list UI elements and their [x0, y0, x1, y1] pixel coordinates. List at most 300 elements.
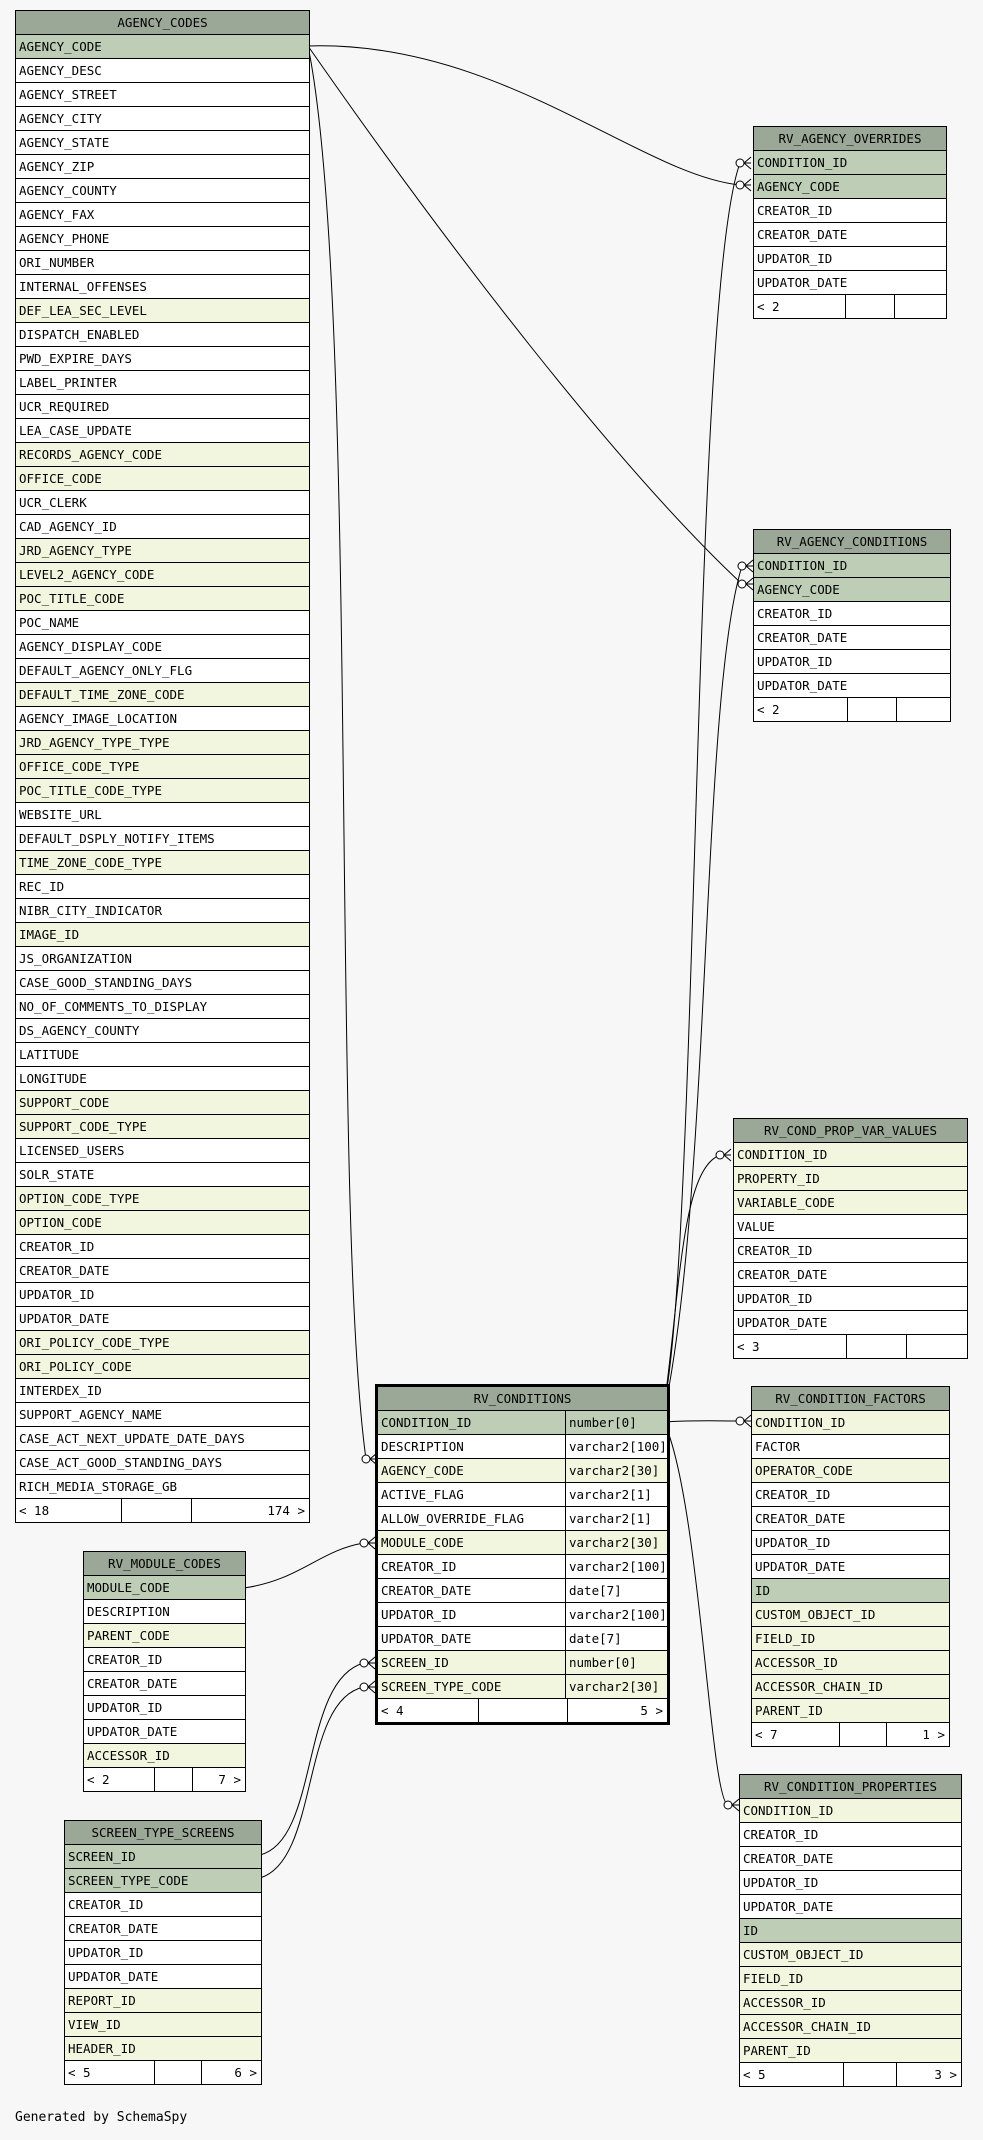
- column-row[interactable]: [65, 1989, 261, 2013]
- column-name: HEADER_ID: [68, 2041, 136, 2056]
- column-name: WEBSITE_URL: [19, 807, 102, 822]
- column-name: INTERDEX_ID: [19, 1383, 102, 1398]
- column-row[interactable]: [752, 1483, 949, 1507]
- column-type: varchar2[1]: [565, 1507, 667, 1530]
- column-row[interactable]: [16, 755, 309, 779]
- column-row[interactable]: [740, 1943, 961, 1967]
- footer-child-count[interactable]: 6 >: [234, 2065, 257, 2080]
- column-name: MODULE_CODE: [381, 1535, 464, 1550]
- column-row[interactable]: [65, 1941, 261, 1965]
- table-title[interactable]: RV_AGENCY_CONDITIONS: [754, 530, 950, 554]
- column-name: ACTIVE_FLAG: [381, 1487, 464, 1502]
- edge-conditions-screen-type: [260, 1687, 364, 1878]
- column-row[interactable]: [16, 395, 309, 419]
- column-row[interactable]: [16, 899, 309, 923]
- column-name: DS_AGENCY_COUNTY: [19, 1023, 140, 1038]
- column-row[interactable]: [16, 923, 309, 947]
- column-name: RECORDS_AGENCY_CODE: [19, 447, 162, 462]
- column-row[interactable]: [734, 1167, 967, 1191]
- column-name: RICH_MEDIA_STORAGE_GB: [19, 1479, 178, 1494]
- column-name: OPERATOR_CODE: [755, 1463, 853, 1478]
- column-row[interactable]: [16, 1019, 309, 1043]
- column-row[interactable]: [16, 635, 309, 659]
- table-title[interactable]: RV_MODULE_CODES: [84, 1552, 245, 1576]
- table-rv-cond-prop-var-values[interactable]: [733, 1118, 968, 1359]
- column-name: CREATOR_DATE: [743, 1851, 834, 1866]
- column-row[interactable]: [378, 1435, 667, 1459]
- column-row[interactable]: [16, 563, 309, 587]
- footer-parent-count[interactable]: < 7: [752, 1723, 840, 1746]
- table-title[interactable]: RV_CONDITION_FACTORS: [752, 1387, 949, 1411]
- column-name: UPDATOR_DATE: [757, 275, 848, 290]
- column-name: ID: [743, 1923, 759, 1938]
- column-name: SCREEN_TYPE_CODE: [68, 1873, 189, 1888]
- footer-spacer[interactable]: [844, 2063, 897, 2086]
- column-name: CONDITION_ID: [737, 1147, 828, 1162]
- table-footer: [740, 2063, 961, 2086]
- footer-spacer[interactable]: [848, 698, 897, 721]
- column-row[interactable]: [378, 1531, 667, 1555]
- column-row[interactable]: [740, 1991, 961, 2015]
- column-name: DEFAULT_TIME_ZONE_CODE: [19, 687, 185, 702]
- column-name: UPDATOR_DATE: [87, 1724, 178, 1739]
- column-row[interactable]: [16, 971, 309, 995]
- edge-condition-properties: [664, 1422, 728, 1805]
- column-name: CREATOR_ID: [381, 1559, 457, 1574]
- column-name: VARIABLE_CODE: [737, 1195, 835, 1210]
- column-name: VALUE: [737, 1219, 775, 1234]
- column-row[interactable]: [752, 1411, 949, 1435]
- crowfoot-icon: [746, 578, 753, 590]
- table-footer: [16, 1499, 309, 1522]
- column-row[interactable]: [16, 1235, 309, 1259]
- column-row[interactable]: [16, 179, 309, 203]
- column-name: CONDITION_ID: [381, 1415, 472, 1430]
- column-row[interactable]: [16, 443, 309, 467]
- footer-spacer[interactable]: [122, 1499, 192, 1522]
- footer-parent-count[interactable]: < 5: [740, 2063, 844, 2086]
- column-row[interactable]: [16, 299, 309, 323]
- column-row[interactable]: [16, 203, 309, 227]
- column-row[interactable]: [16, 251, 309, 275]
- footer-child-count[interactable]: 7 >: [218, 1772, 241, 1787]
- table-footer: [754, 698, 950, 721]
- column-name: AGENCY_CITY: [19, 111, 102, 126]
- column-name: AGENCY_STATE: [19, 135, 110, 150]
- column-name: AGENCY_IMAGE_LOCATION: [19, 711, 178, 726]
- table-footer: [378, 1699, 667, 1722]
- column-row[interactable]: [16, 731, 309, 755]
- column-row[interactable]: [740, 2039, 961, 2063]
- edge-conditions-agency: [308, 46, 366, 1459]
- column-name: CREATOR_ID: [743, 1827, 819, 1842]
- footer-spacer[interactable]: [155, 2061, 202, 2084]
- column-name: CASE_ACT_GOOD_STANDING_DAYS: [19, 1455, 223, 1470]
- footer-child-count[interactable]: 1 >: [922, 1727, 945, 1742]
- optional-marker-icon: [736, 1417, 744, 1425]
- column-row[interactable]: [752, 1555, 949, 1579]
- footer-parent-count[interactable]: < 2: [754, 698, 848, 721]
- optional-marker-icon: [724, 1801, 732, 1809]
- column-row[interactable]: [16, 467, 309, 491]
- column-row[interactable]: [84, 1744, 245, 1768]
- column-name: PROPERTY_ID: [737, 1171, 820, 1186]
- optional-marker-icon: [360, 1539, 368, 1547]
- column-name: ACCESSOR_ID: [87, 1748, 170, 1763]
- table-footer: [752, 1723, 949, 1746]
- column-row[interactable]: [16, 851, 309, 875]
- column-row[interactable]: [754, 602, 950, 626]
- column-row[interactable]: [16, 491, 309, 515]
- column-row[interactable]: [378, 1555, 667, 1579]
- column-row[interactable]: [740, 2015, 961, 2039]
- footer-child-count[interactable]: [897, 698, 949, 721]
- column-row[interactable]: [16, 707, 309, 731]
- column-row[interactable]: [84, 1696, 245, 1720]
- footer-child-count[interactable]: [907, 1335, 966, 1358]
- column-row[interactable]: [752, 1579, 949, 1603]
- column-row[interactable]: [740, 1799, 961, 1823]
- column-row[interactable]: [378, 1459, 667, 1483]
- column-row[interactable]: [84, 1648, 245, 1672]
- column-row[interactable]: [734, 1191, 967, 1215]
- column-row[interactable]: [752, 1699, 949, 1723]
- table-title[interactable]: RV_COND_PROP_VAR_VALUES: [734, 1119, 967, 1143]
- footer-spacer[interactable]: [479, 1699, 568, 1722]
- table-rv-module-codes[interactable]: [83, 1551, 246, 1792]
- column-row[interactable]: [740, 1871, 961, 1895]
- footer-spacer[interactable]: [155, 1768, 193, 1791]
- table-title[interactable]: RV_CONDITIONS: [378, 1387, 667, 1411]
- column-row[interactable]: [84, 1672, 245, 1696]
- column-type: varchar2[100]: [565, 1435, 667, 1458]
- column-name: AGENCY_CODE: [19, 39, 102, 54]
- column-name: SCREEN_ID: [68, 1849, 136, 1864]
- column-row[interactable]: [16, 1475, 309, 1499]
- table-rv-condition-factors[interactable]: [751, 1386, 950, 1747]
- column-name: REC_ID: [19, 879, 65, 894]
- column-row[interactable]: [754, 578, 950, 602]
- table-title[interactable]: AGENCY_CODES: [16, 11, 309, 35]
- column-row[interactable]: [740, 1919, 961, 1943]
- column-row[interactable]: [734, 1215, 967, 1239]
- column-row[interactable]: [378, 1507, 667, 1531]
- column-name: UCR_CLERK: [19, 495, 87, 510]
- column-name: ID: [755, 1583, 771, 1598]
- column-row[interactable]: [16, 1451, 309, 1475]
- column-name: CREATOR_DATE: [755, 1511, 846, 1526]
- column-name: UPDATOR_DATE: [743, 1899, 834, 1914]
- column-name: AGENCY_ZIP: [19, 159, 95, 174]
- column-row[interactable]: [752, 1675, 949, 1699]
- column-row[interactable]: [378, 1603, 667, 1627]
- column-row[interactable]: [754, 626, 950, 650]
- column-name: DEFAULT_DSPLY_NOTIFY_ITEMS: [19, 831, 215, 846]
- column-name: AGENCY_COUNTY: [19, 183, 117, 198]
- edge-agency-overrides-agency: [308, 46, 740, 185]
- column-row[interactable]: [752, 1603, 949, 1627]
- column-row[interactable]: [378, 1411, 667, 1435]
- column-row[interactable]: [752, 1435, 949, 1459]
- column-name: LABEL_PRINTER: [19, 375, 117, 390]
- column-name: UPDATOR_DATE: [19, 1311, 110, 1326]
- table-rv-agency-overrides[interactable]: [753, 126, 947, 319]
- table-screen-type-screens[interactable]: [64, 1820, 262, 2085]
- column-name: CREATOR_ID: [757, 606, 833, 621]
- footer-child-count[interactable]: [895, 295, 945, 318]
- table-rv-agency-conditions[interactable]: [753, 529, 951, 722]
- column-row[interactable]: [752, 1507, 949, 1531]
- column-row[interactable]: [734, 1311, 967, 1335]
- column-row[interactable]: [16, 611, 309, 635]
- column-name: JRD_AGENCY_TYPE_TYPE: [19, 735, 170, 750]
- column-row[interactable]: [754, 199, 946, 223]
- column-row[interactable]: [752, 1531, 949, 1555]
- column-name: CREATOR_ID: [757, 203, 833, 218]
- column-row[interactable]: [16, 1139, 309, 1163]
- footer-parent-count[interactable]: < 18: [16, 1499, 122, 1522]
- table-agency-codes[interactable]: [15, 10, 310, 1523]
- column-name: PARENT_ID: [755, 1703, 823, 1718]
- generated-by-text: Generated by SchemaSpy: [15, 2110, 188, 2125]
- column-row[interactable]: [16, 875, 309, 899]
- column-row[interactable]: [16, 1403, 309, 1427]
- crowfoot-icon: [368, 1681, 375, 1693]
- column-name: CREATOR_DATE: [737, 1267, 828, 1282]
- footer-parent-count[interactable]: < 2: [754, 295, 846, 318]
- column-row[interactable]: [16, 947, 309, 971]
- column-row[interactable]: [752, 1459, 949, 1483]
- column-row[interactable]: [16, 1091, 309, 1115]
- column-name: NIBR_CITY_INDICATOR: [19, 903, 162, 918]
- column-row[interactable]: [16, 131, 309, 155]
- column-row[interactable]: [378, 1651, 667, 1675]
- column-row[interactable]: [378, 1579, 667, 1603]
- column-row[interactable]: [752, 1651, 949, 1675]
- column-type: varchar2[30]: [565, 1531, 667, 1554]
- footer-parent-count[interactable]: < 5: [65, 2061, 155, 2084]
- column-name: CREATOR_ID: [68, 1897, 144, 1912]
- column-row[interactable]: [84, 1600, 245, 1624]
- column-row[interactable]: [16, 1067, 309, 1091]
- optional-marker-icon: [716, 1151, 724, 1159]
- column-row[interactable]: [16, 347, 309, 371]
- column-row[interactable]: [16, 419, 309, 443]
- column-name: UPDATOR_DATE: [381, 1631, 472, 1646]
- column-name: CREATOR_DATE: [87, 1676, 178, 1691]
- column-row[interactable]: [16, 1163, 309, 1187]
- column-row[interactable]: [740, 1967, 961, 1991]
- column-name: ALLOW_OVERRIDE_FLAG: [381, 1511, 524, 1526]
- column-row[interactable]: [16, 1259, 309, 1283]
- column-type: date[7]: [565, 1627, 667, 1650]
- column-row[interactable]: [16, 1211, 309, 1235]
- table-title[interactable]: RV_AGENCY_OVERRIDES: [754, 127, 946, 151]
- footer-spacer[interactable]: [840, 1723, 887, 1746]
- column-row[interactable]: [378, 1483, 667, 1507]
- footer-parent-count[interactable]: < 2: [84, 1768, 155, 1791]
- column-type: varchar2[100]: [565, 1603, 667, 1626]
- crowfoot-icon: [744, 1415, 751, 1427]
- table-footer: [84, 1768, 245, 1791]
- column-row[interactable]: [16, 83, 309, 107]
- column-row[interactable]: [84, 1720, 245, 1744]
- footer-spacer[interactable]: [847, 1335, 907, 1358]
- column-row[interactable]: [16, 1043, 309, 1067]
- column-row[interactable]: [16, 1187, 309, 1211]
- column-name: OFFICE_CODE: [19, 471, 102, 486]
- column-row[interactable]: [16, 515, 309, 539]
- column-name: CREATOR_ID: [755, 1487, 831, 1502]
- footer-parent-count[interactable]: < 3: [734, 1335, 847, 1358]
- column-row[interactable]: [16, 587, 309, 611]
- column-row[interactable]: [65, 2013, 261, 2037]
- column-row[interactable]: [754, 223, 946, 247]
- column-row[interactable]: [16, 107, 309, 131]
- footer-child-count[interactable]: 5 >: [640, 1703, 663, 1718]
- column-row[interactable]: [16, 371, 309, 395]
- column-row[interactable]: [734, 1143, 967, 1167]
- footer-child-count[interactable]: 3 >: [934, 2067, 957, 2082]
- column-row[interactable]: [754, 271, 946, 295]
- column-name: AGENCY_CODE: [757, 582, 840, 597]
- column-row[interactable]: [65, 1845, 261, 1869]
- column-row[interactable]: [16, 275, 309, 299]
- column-row[interactable]: [65, 2037, 261, 2061]
- column-row[interactable]: [754, 175, 946, 199]
- footer-spacer[interactable]: [846, 295, 895, 318]
- column-row[interactable]: [16, 1355, 309, 1379]
- column-row[interactable]: [65, 1917, 261, 1941]
- crowfoot-icon: [724, 1149, 731, 1161]
- column-name: UPDATOR_ID: [19, 1287, 95, 1302]
- column-row[interactable]: [84, 1624, 245, 1648]
- column-row[interactable]: [16, 323, 309, 347]
- table-rv-conditions[interactable]: [375, 1384, 670, 1725]
- column-row[interactable]: [734, 1287, 967, 1311]
- column-name: UPDATOR_ID: [757, 654, 833, 669]
- column-name: MODULE_CODE: [87, 1580, 170, 1595]
- column-row[interactable]: [754, 554, 950, 578]
- column-name: LONGITUDE: [19, 1071, 87, 1086]
- column-name: CUSTOM_OBJECT_ID: [755, 1607, 876, 1622]
- column-name: LEA_CASE_UPDATE: [19, 423, 132, 438]
- column-name: DISPATCH_ENABLED: [19, 327, 140, 342]
- column-name: POC_TITLE_CODE: [19, 591, 125, 606]
- column-row[interactable]: [16, 1115, 309, 1139]
- column-row[interactable]: [378, 1627, 667, 1651]
- column-row[interactable]: [16, 59, 309, 83]
- column-row[interactable]: [754, 650, 950, 674]
- column-row[interactable]: [65, 1965, 261, 1989]
- column-row[interactable]: [16, 155, 309, 179]
- column-name: CASE_ACT_NEXT_UPDATE_DATE_DAYS: [19, 1431, 245, 1446]
- column-name: SOLR_STATE: [19, 1167, 95, 1182]
- table-rv-condition-properties[interactable]: [739, 1774, 962, 2087]
- column-row[interactable]: [740, 1895, 961, 1919]
- crowfoot-icon: [368, 1537, 375, 1549]
- column-name: SUPPORT_CODE: [19, 1095, 110, 1110]
- column-type: varchar2[100]: [565, 1555, 667, 1578]
- column-name: CREATOR_ID: [737, 1243, 813, 1258]
- column-name: ORI_POLICY_CODE_TYPE: [19, 1335, 170, 1350]
- column-name: FACTOR: [755, 1439, 801, 1454]
- column-row[interactable]: [378, 1675, 667, 1699]
- column-row[interactable]: [16, 1427, 309, 1451]
- column-name: LATITUDE: [19, 1047, 80, 1062]
- column-row[interactable]: [754, 247, 946, 271]
- column-row[interactable]: [734, 1239, 967, 1263]
- column-name: SUPPORT_AGENCY_NAME: [19, 1407, 162, 1422]
- column-name: CONDITION_ID: [757, 155, 848, 170]
- table-footer: [65, 2061, 261, 2084]
- column-name: UPDATOR_ID: [87, 1700, 163, 1715]
- column-name: UPDATOR_DATE: [68, 1969, 159, 1984]
- edge-agency-conditions-agency: [308, 46, 742, 584]
- column-row[interactable]: [16, 803, 309, 827]
- column-row[interactable]: [16, 539, 309, 563]
- column-name: POC_NAME: [19, 615, 80, 630]
- column-name: SCREEN_ID: [381, 1655, 449, 1670]
- edge-condition-factors: [664, 1421, 740, 1422]
- column-name: UPDATOR_ID: [757, 251, 833, 266]
- column-row[interactable]: [16, 1331, 309, 1355]
- column-name: UPDATOR_ID: [737, 1291, 813, 1306]
- column-row[interactable]: [65, 1893, 261, 1917]
- table-title[interactable]: RV_CONDITION_PROPERTIES: [740, 1775, 961, 1799]
- column-row[interactable]: [65, 1869, 261, 1893]
- column-name: CONDITION_ID: [755, 1415, 846, 1430]
- optional-marker-icon: [738, 562, 746, 570]
- column-row[interactable]: [740, 1823, 961, 1847]
- table-title[interactable]: SCREEN_TYPE_SCREENS: [65, 1821, 261, 1845]
- column-type: date[7]: [565, 1579, 667, 1602]
- column-row[interactable]: [754, 151, 946, 175]
- column-row[interactable]: [16, 827, 309, 851]
- column-type: varchar2[30]: [565, 1459, 667, 1482]
- column-name: DEF_LEA_SEC_LEVEL: [19, 303, 147, 318]
- column-name: PARENT_ID: [743, 2043, 811, 2058]
- column-name: UPDATOR_ID: [381, 1607, 457, 1622]
- column-row[interactable]: [16, 659, 309, 683]
- crowfoot-icon: [744, 157, 751, 169]
- column-row[interactable]: [740, 1847, 961, 1871]
- column-name: DESCRIPTION: [381, 1439, 464, 1454]
- column-type: varchar2[30]: [565, 1675, 667, 1698]
- column-row[interactable]: [16, 683, 309, 707]
- column-row[interactable]: [754, 674, 950, 698]
- footer-child-count[interactable]: 174 >: [267, 1503, 305, 1518]
- column-row[interactable]: [734, 1263, 967, 1287]
- column-row[interactable]: [16, 1379, 309, 1403]
- column-row[interactable]: [16, 227, 309, 251]
- column-row[interactable]: [16, 995, 309, 1019]
- column-row[interactable]: [16, 35, 309, 59]
- column-name: NO_OF_COMMENTS_TO_DISPLAY: [19, 999, 208, 1014]
- column-name: CREATOR_ID: [87, 1652, 163, 1667]
- column-row[interactable]: [16, 779, 309, 803]
- column-row[interactable]: [752, 1627, 949, 1651]
- column-name: REPORT_ID: [68, 1993, 136, 2008]
- footer-parent-count[interactable]: < 4: [378, 1699, 479, 1722]
- optional-marker-icon: [736, 181, 744, 189]
- column-row[interactable]: [16, 1283, 309, 1307]
- column-name: UPDATOR_DATE: [737, 1315, 828, 1330]
- column-row[interactable]: [84, 1576, 245, 1600]
- column-name: JS_ORGANIZATION: [19, 951, 132, 966]
- column-name: UPDATOR_ID: [755, 1535, 831, 1550]
- column-row[interactable]: [16, 1307, 309, 1331]
